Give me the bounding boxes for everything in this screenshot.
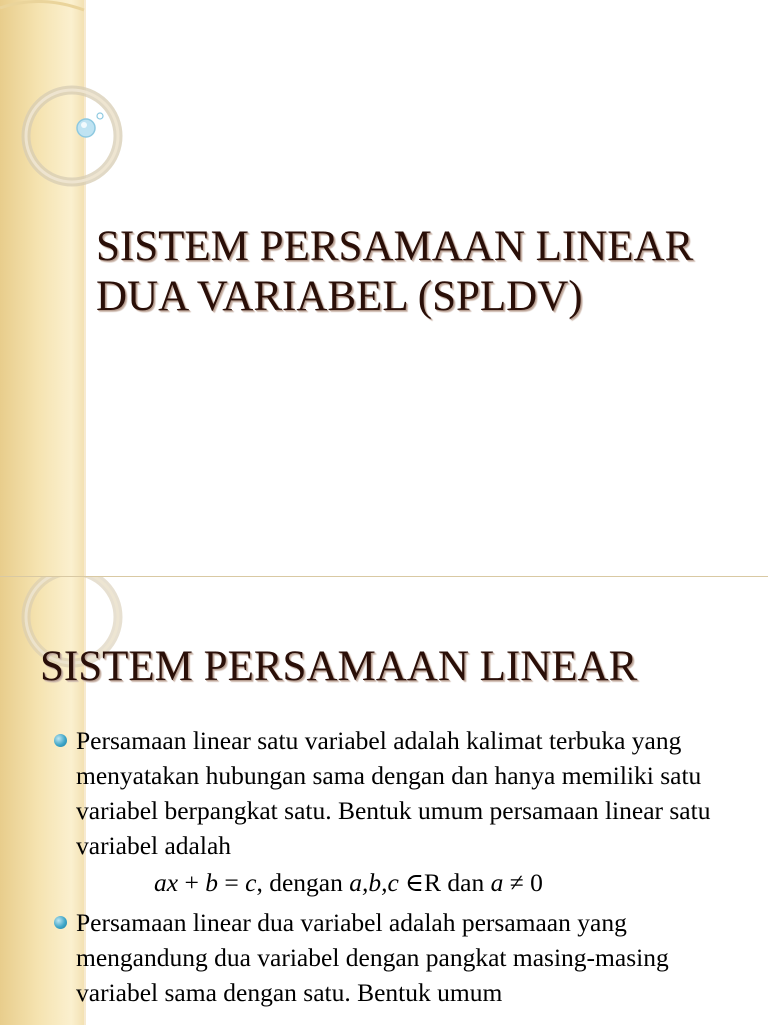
content-slide (0, 576, 768, 1025)
bullet-dot-icon (54, 916, 67, 929)
slide-title (96, 222, 756, 322)
general-form-formula: ax + b = c, dengan a,b,c ∈R dan a ≠ 0 (154, 868, 543, 897)
title-line-2: DUA VARIABEL (SPLDV) (96, 273, 583, 320)
bullet-item (50, 723, 750, 863)
title-line-1: SISTEM PERSAMAAN LINEAR (96, 223, 694, 270)
bullet-item (50, 905, 750, 1010)
bullet-dot-icon (54, 734, 67, 747)
slide-title: SISTEM PERSAMAAN LINEAR (40, 643, 638, 690)
bullet-text: Persamaan linear satu variabel adalah kalimat terbuka yang menyatakan hubungan sama dengan dan hanya memiliki satu variabel berpangkat satu. Bentuk umum persamaan linear satu variabel adalah (76, 726, 711, 860)
bullet-list (50, 723, 750, 1012)
bullet-text: Persamaan linear dua variabel adalah persamaan yang mengandung dua variabel dengan pangkat masing-masing variabel sama dengan satu. Bentuk umum (76, 908, 669, 1007)
